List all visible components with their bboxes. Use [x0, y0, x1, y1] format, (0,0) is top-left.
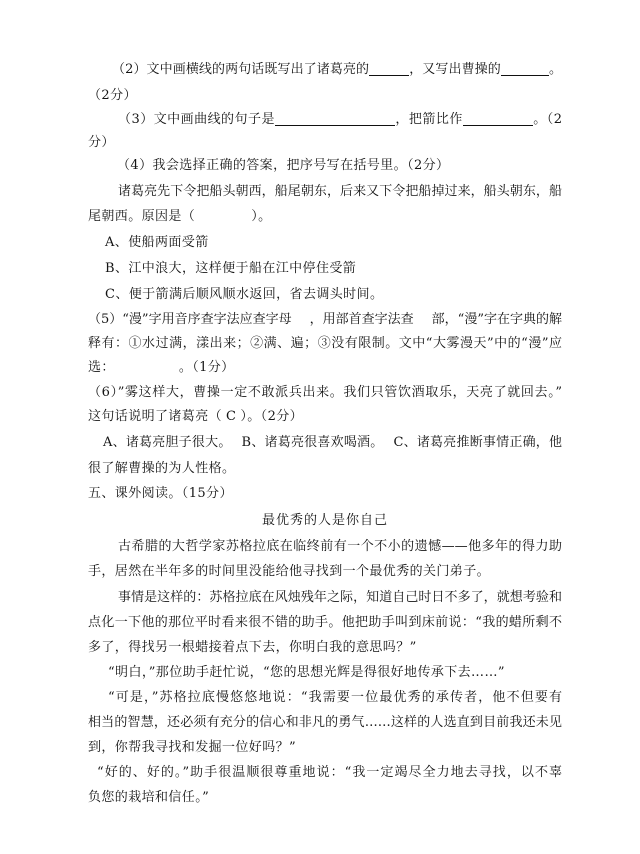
question-5-text: 。（1分）: [178, 360, 235, 375]
question-6-stem-text: ）。（2分）: [240, 409, 304, 424]
question-5-text: （5）“漫”字用音序查字法应查字母: [88, 312, 292, 327]
question-5-text: 部，“漫”字在字典的解: [431, 312, 562, 327]
question-4-prompt-text: （4）我会选择正确的答案，把序号写在括号里。（2分）: [117, 158, 450, 173]
question-4-prompt: [117, 156, 562, 176]
passage-text: 手，居然在半年多的时间里没能给他寻找到一个最优秀的关门弟子。: [88, 564, 491, 579]
passage-line: [88, 788, 562, 808]
passage-line: [88, 738, 562, 758]
passage-line: [108, 688, 562, 708]
question-6-option-b: B、诸葛亮很喜欢喝酒。: [241, 435, 384, 450]
option-text: B、江中浪大，这样便于船在江中停住受箭: [105, 261, 357, 276]
passage-line: [118, 537, 562, 557]
question-2-text: ，又写出曹操的: [409, 62, 501, 77]
passage-text: 点化一下他的那位平时看来很不错的助手。他把助手叫到床前说：“我的蜡所剩不: [88, 615, 562, 630]
option-text: 很了解曹操的为人性格。: [88, 461, 236, 476]
question-5-line: [88, 358, 562, 378]
section-heading: [88, 484, 562, 504]
passage-line: [88, 613, 562, 633]
question-5-line: [88, 310, 562, 330]
section-heading-text: 五、课外阅读。（15分）: [88, 486, 233, 501]
passage-line: [88, 638, 562, 658]
answer-space: [414, 313, 432, 323]
passage-line: [88, 562, 562, 582]
question-6-option-c: C、诸葛亮推断事情正确，他: [393, 435, 562, 450]
question-6-stem-line: [88, 407, 562, 427]
question-2-points: [88, 86, 562, 106]
answer-blank: [275, 111, 395, 126]
answer-parentheses-space: [195, 210, 251, 220]
answer-space: [292, 313, 310, 323]
question-2-text: 。: [548, 62, 562, 77]
question-6-stem-text: 这句话说明了诸葛亮（: [88, 409, 223, 424]
answer-blank: [369, 61, 409, 76]
question-4-option-a: [105, 233, 562, 253]
answer-blank: [463, 111, 533, 126]
passage-text: 相当的智慧，还必须有充分的信心和非凡的勇气……这样的人选直到目前我还未见: [88, 715, 562, 730]
answer-space: [115, 361, 179, 371]
passage-text: 古希腊的大哲学家苏格拉底在临终前有一个不小的遗憾——他多年的得力助: [118, 539, 562, 554]
option-text: C、便于箭满后顺风顺水返回，省去调头时间。: [105, 287, 384, 302]
question-5-text: 选：: [88, 360, 115, 375]
filled-answer: C: [226, 409, 237, 424]
question-3-text: ，把箭比作: [394, 112, 463, 127]
question-4-option-c: [105, 285, 562, 305]
passage-line: [118, 588, 562, 608]
passage-text: “好的、好的。”助手很温顺很尊重地说：“我一定竭尽全力地去寻找，以不辜: [97, 765, 562, 780]
passage-title-text: 最优秀的人是你自己: [261, 513, 388, 528]
passage-text: 负您的栽培和信任。”: [88, 790, 210, 805]
question-2-text: （2）文中画横线的两句话既写出了诸葛亮的: [112, 62, 370, 77]
question-6-option-a: A、诸葛亮胆子很大。: [103, 435, 232, 450]
question-3-points: [88, 133, 562, 153]
question-4-stem-line: [118, 182, 562, 202]
points-label: （2分）: [88, 88, 137, 103]
question-4-stem-text: ）。: [251, 209, 272, 224]
question-4-stem-text: 诸葛亮先下令把船头朝西，船尾朝东，后来又下令把船掉过来，船头朝东，船: [118, 184, 562, 199]
question-4-option-b: [105, 259, 562, 279]
question-6-quote-line: [88, 383, 562, 403]
passage-text: 到，你帮我寻找和发掘一位好吗？”: [88, 740, 297, 755]
question-6-quote-text: （6）”雾这样大，曹操一定不敢派兵出来。我们只管饮酒取乐，天亮了就回去。”: [88, 385, 562, 400]
passage-line: [97, 763, 562, 783]
question-5-line: [88, 334, 562, 354]
question-6-option-c-continuation: [88, 459, 562, 479]
passage-text: “明白，”那位助手赶忙说，“您的思想光辉是得很好地传承下去……”: [108, 665, 505, 680]
question-3-text: 。（2: [532, 112, 562, 127]
passage-text: “可是，”苏格拉底慢悠悠地说：“我需要一位最优秀的承传者，他不但要有: [108, 690, 562, 705]
question-2-line: [112, 60, 562, 80]
question-3-line: [118, 110, 562, 130]
question-4-stem-text: 尾朝西。原因是（: [88, 209, 196, 224]
passage-line: [88, 713, 562, 733]
option-text: A、使船两面受箭: [105, 235, 209, 250]
passage-text: 事情是这样的：苏格拉底在风烛残年之际，知道自己时日不多了，就想考验和: [118, 590, 562, 605]
question-5-text: ，用部首查字法查: [309, 312, 414, 327]
question-5-text: 释有：①水过满，漾出来；②满、遍；③没有限制。文中“大雾漫天”中的“漫”应: [88, 336, 562, 351]
passage-text: 多了，得找另一根蜡接着点下去，你明白我的意思吗？”: [88, 640, 417, 655]
question-6-options-line: [103, 433, 562, 453]
question-3-text: （3）文中画曲线的句子是: [118, 112, 275, 127]
answer-blank: [501, 61, 549, 76]
passage-title: [88, 511, 562, 531]
points-label: 分）: [88, 135, 115, 150]
question-4-stem-line: [88, 207, 562, 227]
passage-line: [108, 663, 562, 683]
